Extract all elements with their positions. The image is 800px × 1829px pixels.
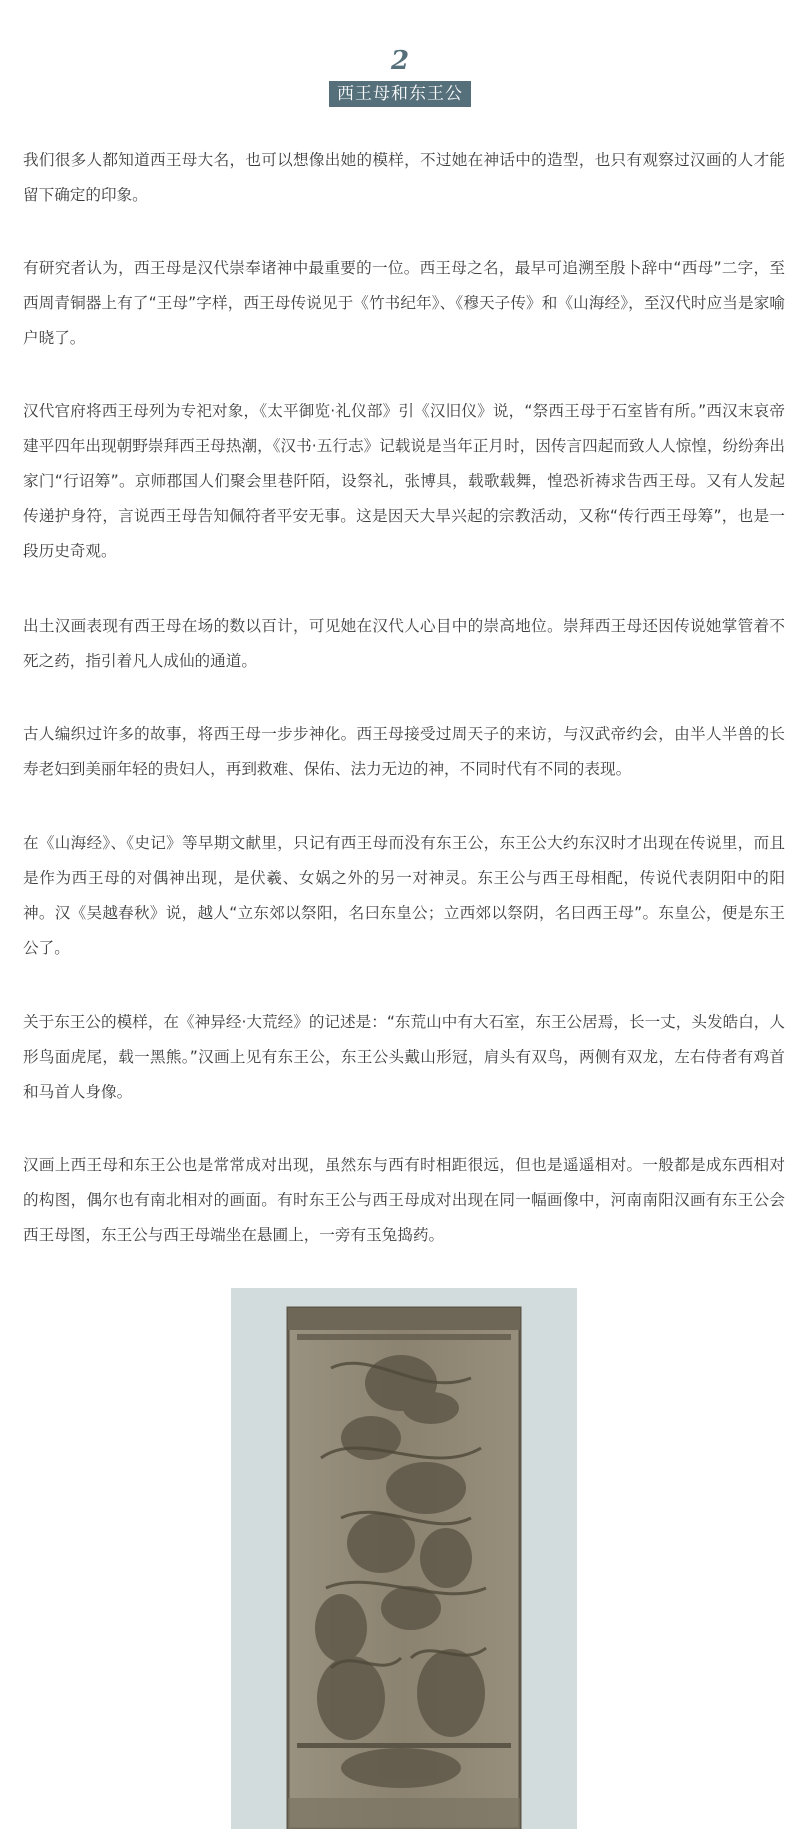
section-title: 西王母和东王公 [329,81,471,107]
section-number: 2 [390,46,410,76]
paragraph-3: 汉代官府将西王母列为专祀对象，《太平御览·礼仪部》引《汉旧仪》说，“祭西王母于石室皆有所。”西汉末哀帝建平四年出现朝野崇拜西王母热潮，《汉书·五行志》记载说是当年正月时，因传言四起而致人人惊惶，纷纷奔出家门“行诏筹”。京师郡国人们聚会里巷阡陌，设祭礼，张博具，载歌载舞，惶恐祈祷求告西王母。又有人发起传递护身符，言说西王母告知佩符者平安无事。这是因天大旱兴起的宗教活动，又称“传行西王母筹”，也是一段历史奇观。 [23,402,785,560]
paragraph-4: 出土汉画表现有西王母在场的数以百计，可见她在汉代人心目中的崇高地位。崇拜西王母还因传说她掌管着不死之药，指引着凡人成仙的通道。 [23,617,785,670]
paragraph-8: 汉画上西王母和东王公也是常常成对出现，虽然东与西有时相距很远，但也是遥遥相对。一般都是成东西相对的构图，偶尔也有南北相对的画面。有时东王公与西王母成对出现在同一幅画像中，河南南阳汉画有东王公会西王母图，东王公与西王母端坐在悬圃上，一旁有玉兔捣药。 [23,1156,785,1244]
stone-relief-image [231,1288,577,1829]
paragraph-5: 古人编织过许多的故事，将西王母一步步神化。西王母接受过周天子的来访，与汉武帝约会，由半人半兽的长寿老妇到美丽年轻的贵妇人，再到救难、保佑、法力无边的神，不同时代有不同的表现。 [23,725,785,778]
paragraph-7: 关于东王公的模样，在《神异经·大荒经》的记述是：“东荒山中有大石室，东王公居焉，长一丈，头发皓白，人形鸟面虎尾，载一黑熊。”汉画上见有东王公，东王公头戴山形冠，肩头有双鸟，两侧有双龙，左右侍者有鸡首和马首人身像。 [23,1013,785,1101]
relief-figure [231,1288,577,1829]
section-title-wrap [0,81,800,107]
paragraph-2: 有研究者认为，西王母是汉代崇奉诸神中最重要的一位。西王母之名，最早可追溯至殷卜辞中“西母”二字，至西周青铜器上有了“王母”字样，西王母传说见于《竹书纪年》、《穆天子传》和《山海经》，至汉代时应当是家喻户晓了。 [23,259,785,347]
paragraph-6: 在《山海经》、《史记》等早期文献里，只记有西王母而没有东王公，东王公大约东汉时才出现在传说里，而且是作为西王母的对偶神出现，是伏羲、女娲之外的另一对神灵。东王公与西王母相配，传说代表阴阳中的阳神。汉《吴越春秋》说，越人“立东郊以祭阳，名曰东皇公；立西郊以祭阴，名曰西王母”。东皇公，便是东王公了。 [23,834,785,957]
paragraph-1: 我们很多人都知道西王母大名，也可以想像出她的模样，不过她在神话中的造型，也只有观察过汉画的人才能留下确定的印象。 [23,151,785,204]
